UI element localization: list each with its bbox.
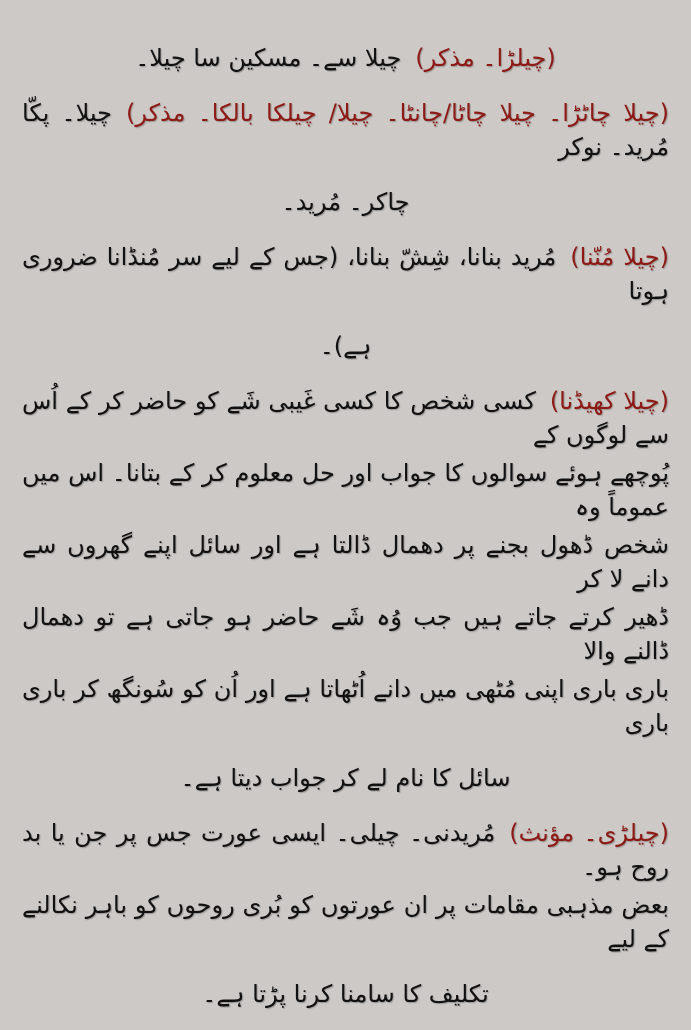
entry-headword: (چیلڑا۔ مذکر) — [415, 44, 556, 72]
entry-line — [22, 238, 669, 310]
entry-line — [22, 22, 669, 94]
entry-text: پُوچھے ہوئے سوالوں کا جواب اور حل معلوم کر کے بتانا۔ اس میں عموماً وہ — [22, 459, 669, 521]
entry-line — [22, 94, 669, 166]
entry-text: بعض مذہبی مقامات پر ان عورتوں کو بُری روحوں کو باہر نکالنے کے لیے — [22, 891, 669, 953]
entry-text: باری باری اپنی مُٹھی میں دانے اُٹھاتا ہے اور اُن کو سُونگھ کر باری باری — [22, 675, 669, 737]
entry-text: شخص ڈھول بجنے پر دھمال ڈالتا ہے اور سائل اپنے گھروں سے دانے لا کر — [22, 531, 669, 593]
entry-text: چاکر۔ مُرید۔ — [281, 188, 410, 216]
entry-text: چیلا سے۔ مسکین سا چیلا۔ — [135, 44, 402, 72]
entry-text: کسی شخص کا کسی غَیبی شَے کو حاضر کر کے اُس سے لوگوں کے — [22, 387, 669, 449]
entry-headword: (چیلڑی۔ مؤنث) — [509, 819, 670, 847]
entry-line — [22, 454, 669, 526]
entry-text: مُریدنی۔ چیلی۔ ایسی عورت جس پر جن یا بد روح ہو۔ — [22, 819, 669, 881]
entry-text: سائل کا نام لے کر جواب دیتا ہے۔ — [180, 764, 511, 792]
entry-line — [22, 526, 669, 598]
entry-headword: (چیلا چاٹڑا۔ چیلا چاٹا/چانٹا۔ چیلا/ چیلکا بالکا۔ مذکر) — [125, 99, 669, 127]
entry-text: چیلا۔ پکّا مُرید۔ نوکر — [22, 99, 669, 161]
entry-line — [22, 382, 669, 454]
entry-line — [22, 958, 669, 1030]
entry-line — [22, 886, 669, 958]
entry-line — [22, 742, 669, 814]
entry-text: تکلیف کا سامنا کرنا پڑتا ہے۔ — [202, 980, 489, 1008]
entry-headword: (چیلا مُنّنا) — [570, 243, 669, 271]
entry-headword: (چیلا کھیڈنا) — [549, 387, 670, 415]
entry-line — [22, 814, 669, 886]
entry-text: ہے)۔ — [319, 332, 372, 360]
entry-line — [22, 670, 669, 742]
entry-text: مُرید بنانا، شِشّ بنانا، (جس کے لیے سر مُنڈانا ضروری ہوتا — [22, 243, 669, 305]
entry-line — [22, 598, 669, 670]
entry-line — [22, 310, 669, 382]
entry-line — [22, 166, 669, 238]
entry-text: ڈھیر کرتے جاتے ہیں جب وُہ شَے حاضر ہو جاتی ہے تو دھمال ڈالنے والا — [22, 603, 669, 665]
